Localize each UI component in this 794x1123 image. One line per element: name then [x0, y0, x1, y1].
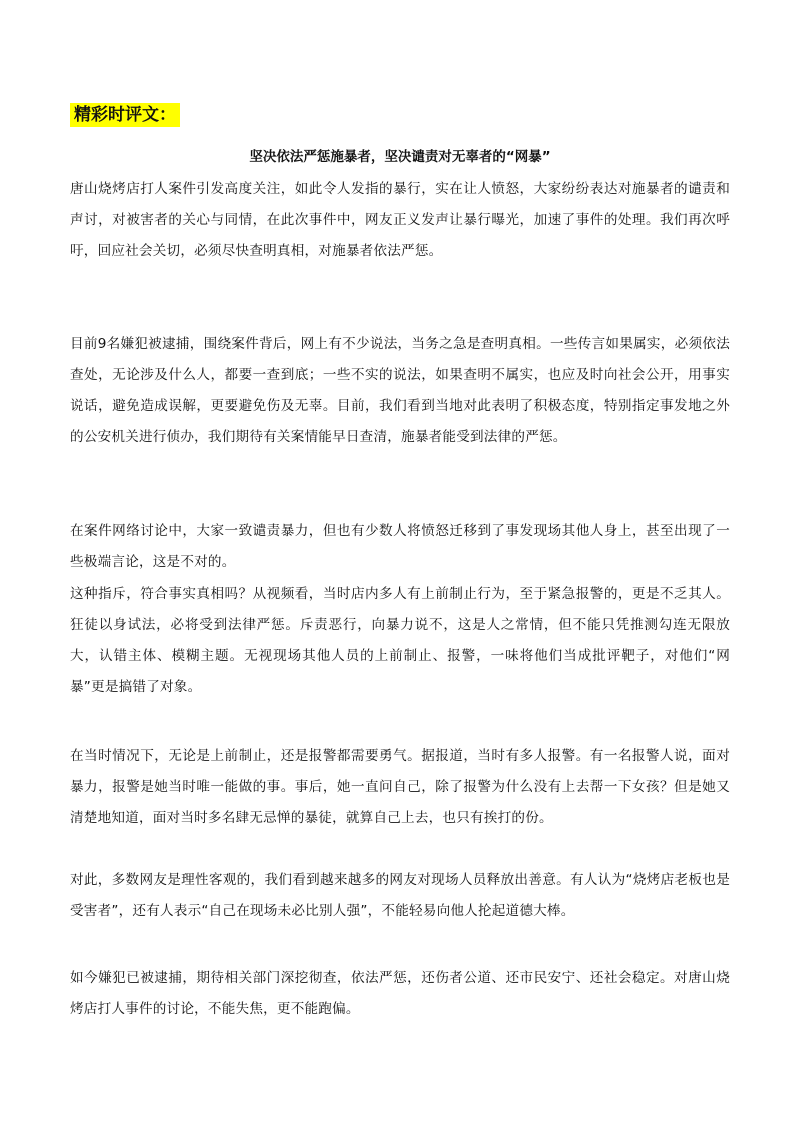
paragraph-4: 这种指斥，符合事实真相吗？从视频看，当时店内多人有上前制止行为，至于紧急报警的，更是不乏其人。狂徒以身试法，必将受到法律严惩。斥责恶行，向暴力说不，这是人之常情，但不能只凭推测勾连无限放大，认错主体、模糊主题。无视现场其他人员的上前制止、报警，一味将他们当成批评靶子，对他们“网暴”更是搞错了对象。: [70, 586, 730, 695]
document-page: [70, 103, 730, 1017]
paragraph-6: 对此，多数网友是理性客观的，我们看到越来越多的网友对现场人员释放出善意。有人认为“烧烤店老板也是受害者”，还有人表示“自己在现场未必比别人强”，不能轻易向他人抡起道德大棒。: [70, 872, 730, 919]
paragraph-3: 在案件网络讨论中，大家一致谴责暴力，但也有少数人将愤怒迁移到了事发现场其他人身上，甚至出现了一些极端言论，这是不对的。: [70, 523, 730, 570]
article-title: 坚决依法严惩施暴者，坚决谴责对无辜者的“网暴”: [249, 149, 551, 165]
section-label: 精彩时评文：: [70, 103, 180, 127]
paragraph-2: 目前9名嫌犯被逮捕，围绕案件背后，网上有不少说法，当务之急是查明真相。一些传言如果属实，必须依法查处，无论涉及什么人，都要一查到底；一些不实的说法，如果查明不属实，也应及时向社会公开，用事实说话，避免造成误解，更要避免伤及无辜。目前，我们看到当地对此表明了积极态度，特别指定事发地之外的公安机关进行侦办，我们期待有关案情能早日查清，施暴者能受到法律的严惩。: [70, 336, 730, 445]
paragraph-1: 唐山烧烤店打人案件引发高度关注，如此令人发指的暴行，实在让人愤怒，大家纷纷表达对施暴者的谴责和声讨，对被害者的关心与同情，在此次事件中，网友正义发声让暴行曝光，加速了事件的处理。我们再次呼吁，回应社会关切，必须尽快查明真相，对施暴者依法严惩。: [70, 181, 730, 259]
paragraph-5: 在当时情况下，无论是上前制止，还是报警都需要勇气。据报道，当时有多人报警。有一名报警人说，面对暴力，报警是她当时唯一能做的事。事后，她一直问自己，除了报警为什么没有上去帮一下女孩？但是她又清楚地知道，面对当时多名肆无忌惮的暴徒，就算自己上去，也只有挨打的份。: [70, 748, 730, 826]
paragraph-7: 如今嫌犯已被逮捕，期待相关部门深挖彻查，依法严惩，还伤者公道、还市民安宁、还社会稳定。对唐山烧烤店打人事件的讨论，不能失焦，更不能跑偏。: [70, 970, 730, 1017]
